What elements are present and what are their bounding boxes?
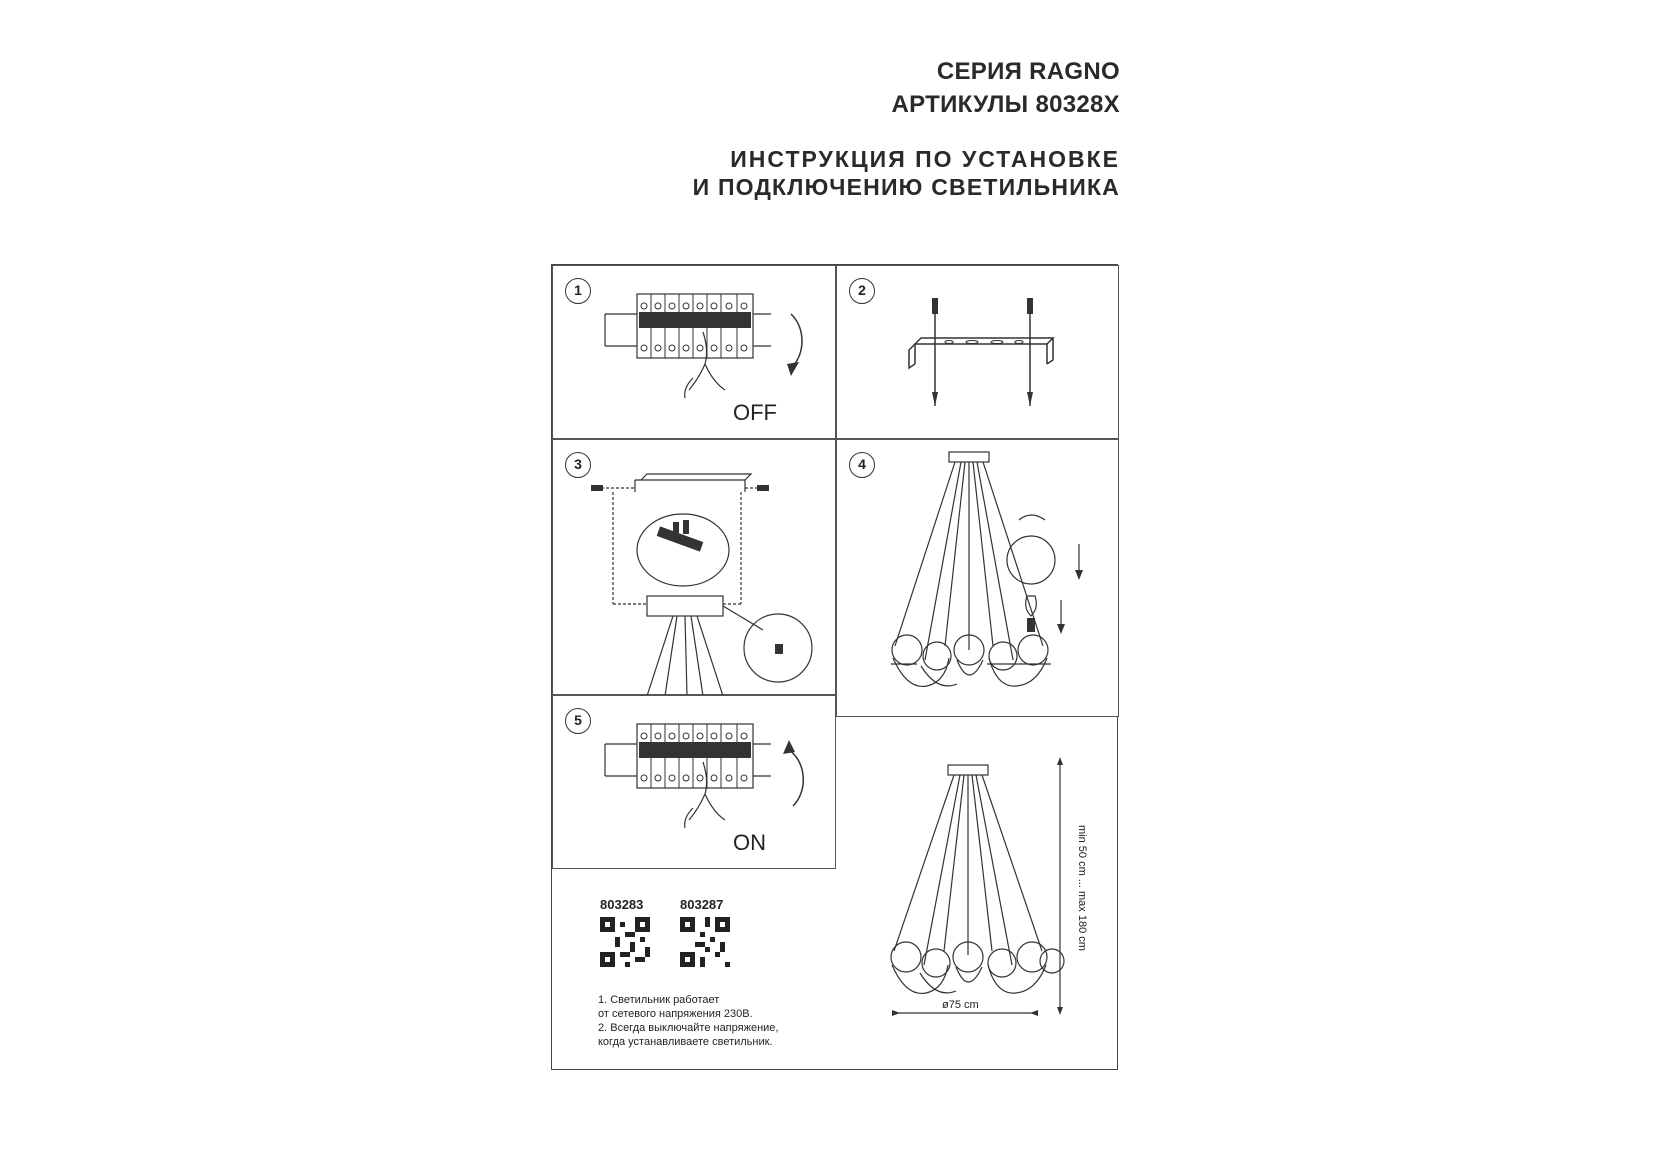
- step-1-panel: [552, 265, 836, 439]
- qr-code-label-1: 803283: [600, 897, 644, 912]
- qr-code-icon[interactable]: [600, 917, 650, 967]
- mounting-bracket-illustration: [837, 266, 1120, 440]
- step-1-number: 1: [565, 278, 591, 304]
- step-3-number: 3: [565, 452, 591, 478]
- step-2-panel: [836, 265, 1119, 439]
- note-line-3: 2. Всегда выключайте напряжение,: [598, 1022, 779, 1034]
- notes-area: [552, 869, 836, 1069]
- height-range-label: min 50 cm ... max 180 cm: [1076, 825, 1088, 951]
- qr-code-icon[interactable]: [680, 917, 730, 967]
- step-4-number: 4: [849, 452, 875, 478]
- breaker-off-illustration: [553, 266, 837, 440]
- note-line-1: 1. Светильник работает: [598, 994, 720, 1006]
- diameter-label: ø75 cm: [942, 999, 979, 1011]
- on-label: ON: [733, 830, 766, 855]
- step-4-panel: [836, 439, 1119, 717]
- note-line-2: от сетевого напряжения 230В.: [598, 1008, 753, 1020]
- instruction-title-line1: ИНСТРУКЦИЯ ПО УСТАНОВКЕ: [730, 146, 1120, 172]
- step-5-panel: [552, 695, 836, 869]
- dimensions-panel: [836, 717, 1119, 1071]
- step-5-number: 5: [565, 708, 591, 734]
- instruction-frame: [551, 264, 1118, 1070]
- step-2-number: 2: [849, 278, 875, 304]
- instruction-title-line2: И ПОДКЛЮЧЕНИЮ СВЕТИЛЬНИКА: [692, 174, 1120, 200]
- off-label: OFF: [733, 400, 777, 425]
- series-title: СЕРИЯ RAGNO: [936, 58, 1120, 85]
- step-3-panel: [552, 439, 836, 695]
- wiring-connection-illustration: [553, 440, 837, 696]
- qr-code-label-2: 803287: [680, 897, 724, 912]
- note-line-4: когда устанавливаете светильник.: [598, 1036, 773, 1048]
- breaker-on-illustration: [553, 696, 837, 870]
- articles-title: АРТИКУЛЫ 80328X: [891, 91, 1120, 118]
- bulb-installation-illustration: [837, 440, 1120, 718]
